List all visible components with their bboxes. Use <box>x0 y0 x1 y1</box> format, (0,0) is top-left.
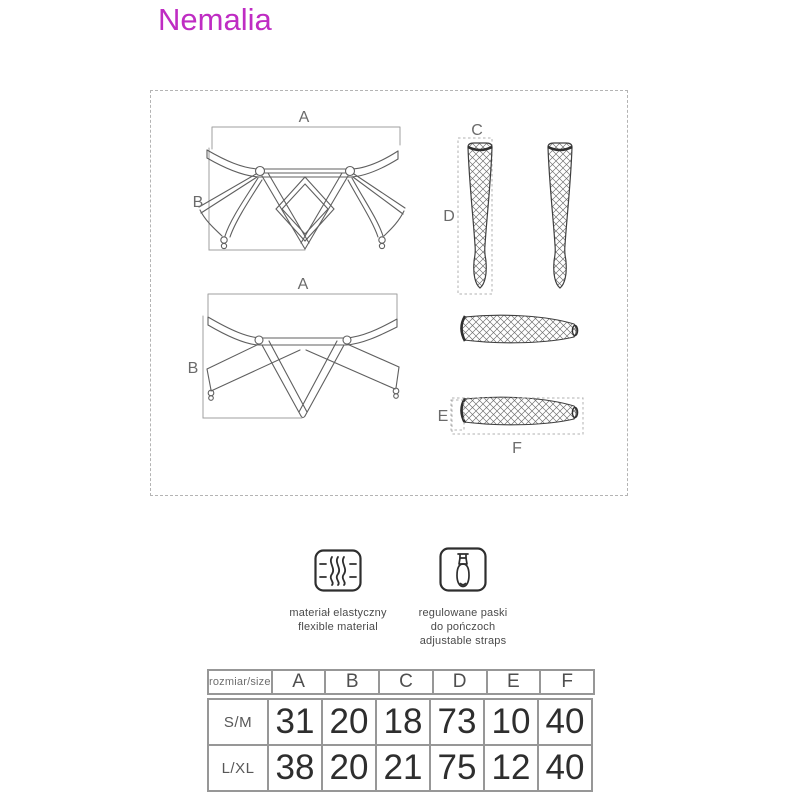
stocking-length-label: D <box>443 208 455 225</box>
adjustable-straps-icon <box>439 547 487 597</box>
back-garter-clips <box>208 388 399 400</box>
size-cell: 18 <box>376 699 430 745</box>
feature-caption-line: materiał elastyczny <box>289 607 387 619</box>
stocking-tubes-diagram <box>438 315 583 457</box>
stocking-tube-bottom <box>462 397 578 425</box>
feature-caption-line: regulowane paski <box>418 607 508 619</box>
size-table-header-cell: A <box>272 670 326 694</box>
feature-elastic-material <box>268 549 408 634</box>
size-row-label: S/M <box>208 699 268 745</box>
stockings-diagram <box>443 122 572 294</box>
back-height-label: B <box>187 360 199 377</box>
front-width-label: A <box>298 109 310 126</box>
size-table-body <box>207 698 593 792</box>
size-cell: 40 <box>538 745 592 791</box>
garter-front-diagram <box>193 109 405 250</box>
size-cell: 12 <box>484 745 538 791</box>
feature-caption-line: flexible material <box>298 621 378 633</box>
stocking-top-label: C <box>471 122 483 139</box>
size-cell: 20 <box>322 699 376 745</box>
tube-length-label: F <box>512 440 522 457</box>
size-table-header-cell: F <box>540 670 594 694</box>
elastic-material-icon <box>314 549 362 597</box>
feature-caption-line: do pończoch <box>430 621 496 633</box>
size-cell: 10 <box>484 699 538 745</box>
size-table-header-cell: C <box>379 670 433 694</box>
size-cell: 38 <box>268 745 322 791</box>
front-measure-brackets <box>209 127 400 250</box>
size-table-header-cell: B <box>325 670 379 694</box>
feature-caption-line: adjustable straps <box>419 635 507 647</box>
size-cell: 73 <box>430 699 484 745</box>
size-table <box>207 669 595 792</box>
page-title: Nemalia <box>158 2 272 37</box>
technical-drawing <box>150 90 627 495</box>
size-table-header-cell: D <box>433 670 487 694</box>
table-row <box>208 699 592 745</box>
tube-opening-label: E <box>437 408 449 425</box>
feature-adjustable-straps <box>393 547 533 648</box>
size-cell: 31 <box>268 699 322 745</box>
size-cell: 20 <box>322 745 376 791</box>
stocking-right <box>548 143 572 288</box>
size-cell: 21 <box>376 745 430 791</box>
size-table-header-cell: rozmiar/size <box>208 670 272 694</box>
stocking-tube-top <box>462 315 578 343</box>
size-table-header <box>207 669 595 695</box>
back-width-label: A <box>297 276 309 293</box>
size-cell: 75 <box>430 745 484 791</box>
stocking-left <box>468 143 492 288</box>
size-table-header-cell: E <box>487 670 541 694</box>
size-cell: 40 <box>538 699 592 745</box>
size-row-label: L/XL <box>208 745 268 791</box>
front-height-label: B <box>192 194 204 211</box>
table-row <box>208 745 592 791</box>
garter-back-diagram <box>188 276 399 418</box>
